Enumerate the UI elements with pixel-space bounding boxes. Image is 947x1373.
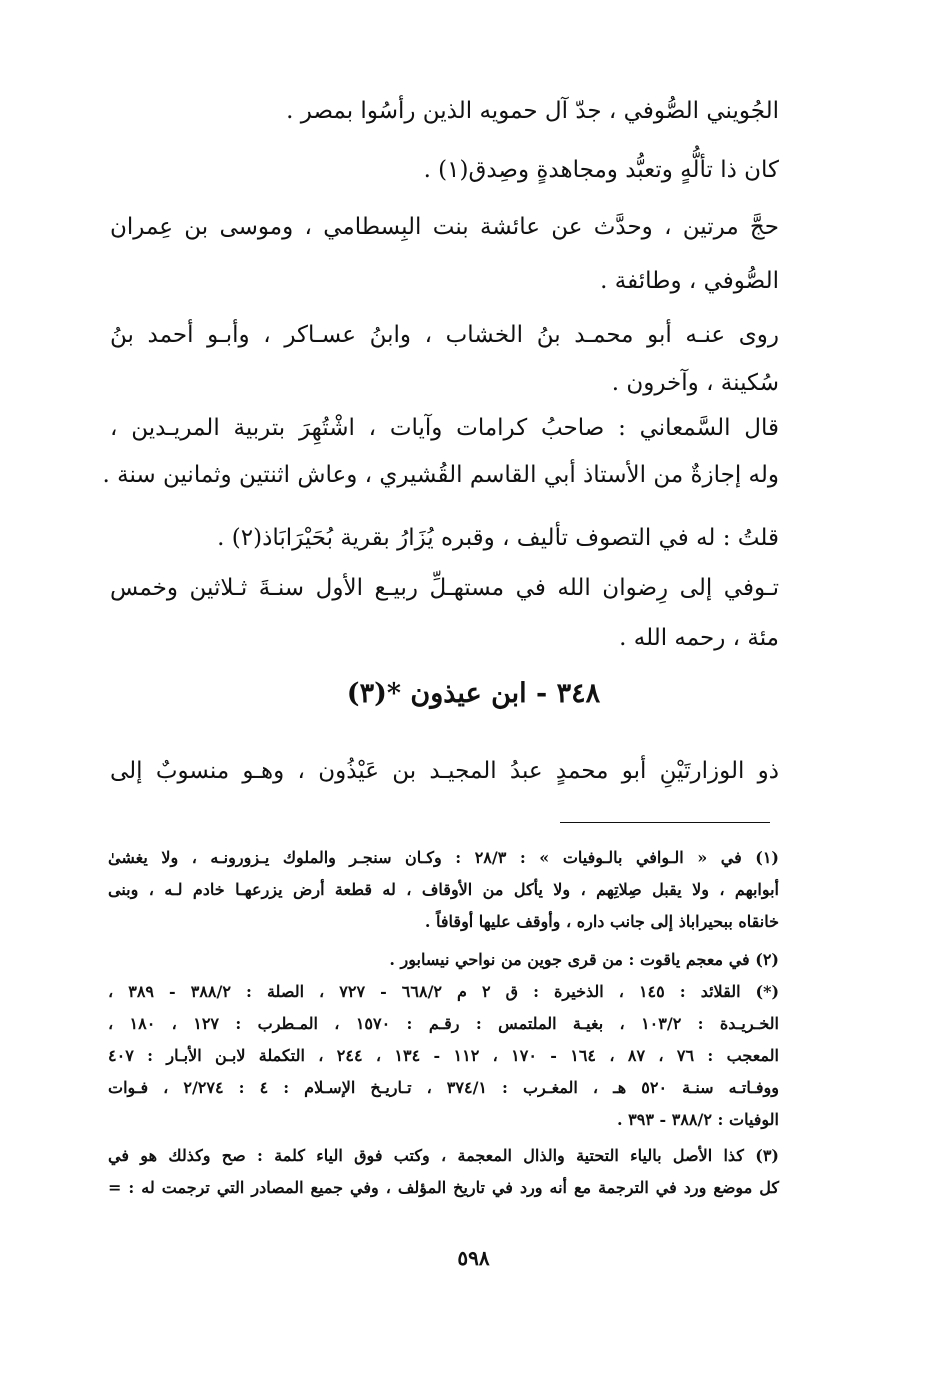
body-line-1: الجُويني الصُّوفي ، جدّ آل حمويه الذين رأسُوا بمصر . <box>286 98 779 124</box>
footnote-line-4: (٢) في معجم ياقوت : من قرى جوين من نواحي نيسابور . <box>389 950 779 969</box>
footnote-line-2: أبوابهم ، ولا يقبل صِلاتِهم ، ولا يأكل من الأوقاف ، له قطعة أرض يزرعهـا خادم لـه ، وبنى <box>108 880 779 899</box>
body-line-10: تـوفي إلى رِضوان الله في مستهـلِّ ربيـع الأول سنـةَ ثـلاثين وخمس <box>110 575 779 601</box>
footnote-line-11: كل موضع ورد في الترجمة مع أنه ورد في تاريخ المؤلف ، وفي جميع المصادر التي ترجمت له : = <box>108 1178 779 1197</box>
footnote-line-3: خانقاه ببحيراباذ إلى جانب داره ، وأوقف عليها أوقافاً . <box>424 912 779 931</box>
entry-first-line: ذو الوزارتَيْنِ أبو محمدٍ عبدُ المجيـد بن عَيْذُون ، وهـو منسوبٌ إلى <box>110 758 779 784</box>
footnote-line-8: ووفـاتـه سنـة ٥٢٠ هـ ، المغـرب : ٣٧٤/١ ، تـاريـخ الإسـلام : ٤ : ٢/٢٧٤ ، فـوات <box>108 1078 780 1097</box>
footnote-line-6: الخـريـدة : ١٠٣/٢ ، بغيـة الملتمس : رقـم : ١٥٧٠ ، المـطرب : ١٢٧ ، ١٨٠ ، <box>108 1014 780 1033</box>
footnote-line-5: (*) القلائد : ١٤٥ ، الذخيرة : ق ٢ م ٦٦٨/٢ - ٧٢٧ ، الصلة : ٣٨٨/٢ - ٣٨٩ ، <box>108 982 780 1001</box>
body-line-8: وله إجازةٌ من الأستاذ أبي القاسم القُشيري ، وعاش اثنتين وثمانين سنة . <box>102 462 779 488</box>
body-line-7: قال السَّمعاني : صاحبُ كرامات وآيات ، اشْتُهِرَ بتربية المريـدين ، <box>110 415 779 441</box>
body-line-2: كان ذا تألُّهٍ وتعبُّد ومجاهدةٍ وصِدق(١) . <box>423 157 779 183</box>
body-line-3: حجَّ مرتين ، وحدَّث عن عائشة بنت البِسطامي ، وموسى بن عِمران <box>110 214 779 240</box>
body-line-9: قلتُ : له في التصوف تأليف ، وقبره يُزَارُ بقرية بُحَيْرَابَاذ(٢) . <box>217 525 779 551</box>
footnote-line-9: الوفيات : ٣٨٨/٢ - ٣٩٣ . <box>617 1110 779 1129</box>
entry-heading: ٣٤٨ - ابن عيذون *(٣) <box>346 678 601 709</box>
footnote-line-7: المعجب : ٧٦ ، ٨٧ ، ١٦٤ - ١٧٠ ، ١١٢ - ١٣٤ ، ٢٤٤ ، التكملة لابـن الأبـار : ٤٠٧ <box>108 1046 779 1065</box>
footnote-line-1: (١) في « الـوافي بالـوفيات » : ٢٨/٣ : وكـان سنجـر والملوك يـزورونـه ، ولا يغشىٰ <box>108 848 779 867</box>
footnote-divider <box>560 822 770 823</box>
footnote-line-10: (٣) كذا الأصل بالياء التحتية والذال المعجمة ، وكتب فوق الياء كلمة : صح وكذلك هو في <box>108 1146 779 1165</box>
body-line-6: سُكينة ، وآخرون . <box>611 370 779 396</box>
page-number: ٥٩٨ <box>457 1246 490 1270</box>
body-line-11: مئة ، رحمه الله . <box>619 625 779 651</box>
body-line-5: روى عنـه أبو محمـد بنُ الخشاب ، وابنُ عسـاكر ، وأبـو أحمد بنُ <box>110 322 779 348</box>
body-line-4: الصُّوفي ، وطائفة . <box>600 268 779 294</box>
